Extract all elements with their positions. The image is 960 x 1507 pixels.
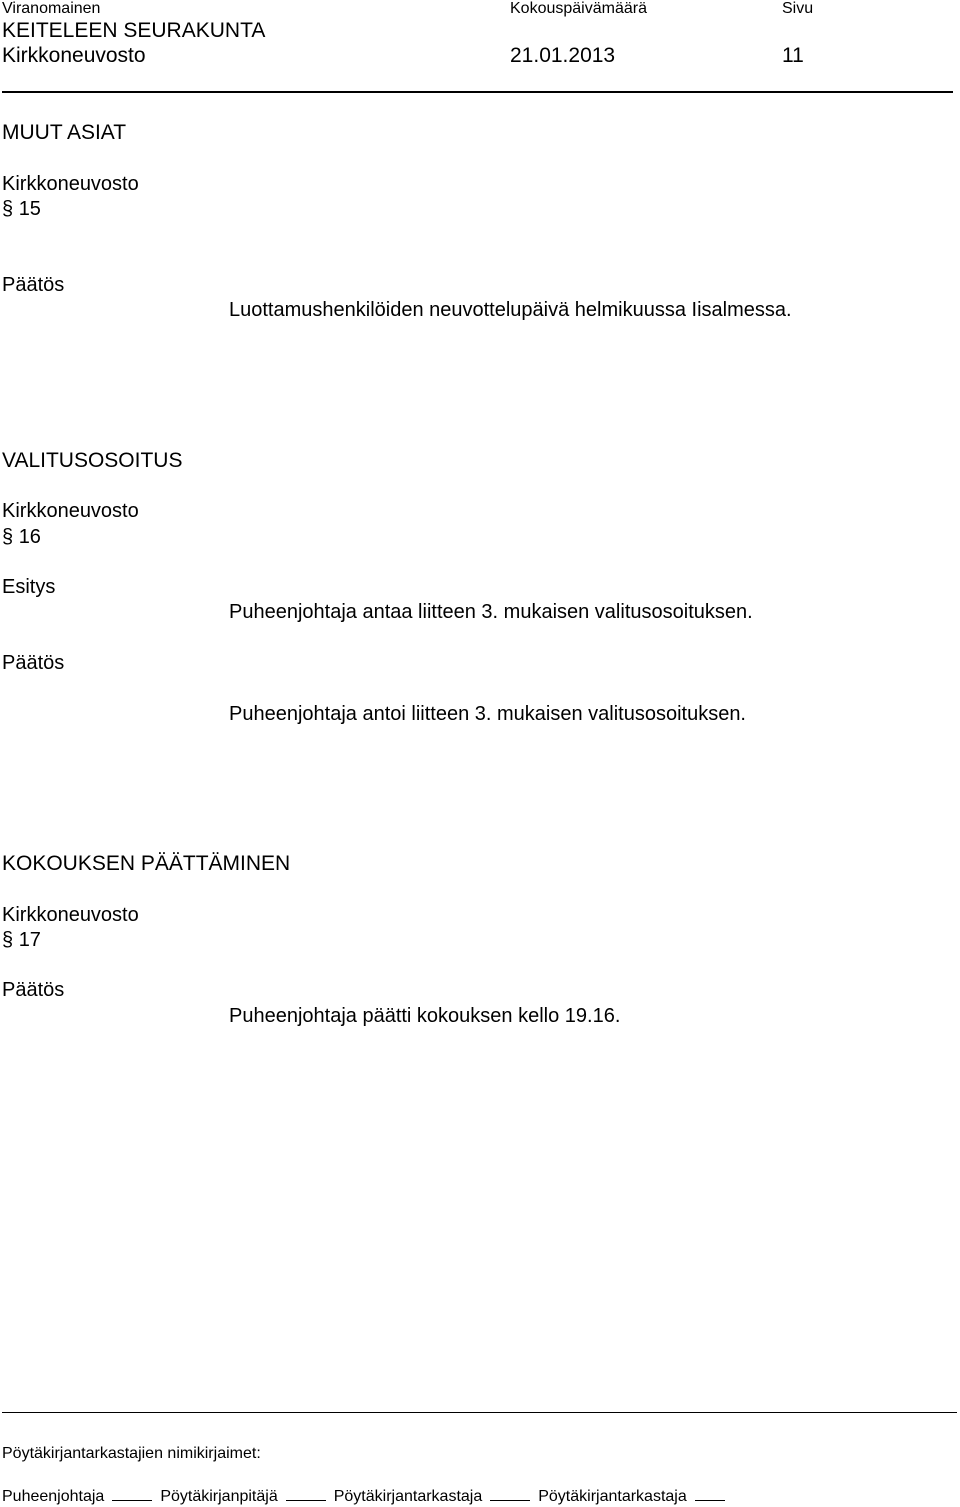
signatory-secretary: Pöytäkirjanpitäjä — [160, 1488, 278, 1505]
doc-type-label: Viranomainen — [2, 0, 101, 17]
section-title: MUUT ASIAT — [2, 121, 127, 144]
decision-label: Päätös — [2, 979, 65, 1001]
section-number-value: 17 — [18, 929, 41, 951]
signatory-examiner-2: Pöytäkirjantarkastaja — [538, 1488, 687, 1505]
paragraph-symbol: § — [2, 929, 14, 951]
section-number — [2, 526, 41, 549]
signature-line — [490, 1486, 530, 1501]
proposal-text: Puheenjohtaja antaa liitteen 3. mukaisen valitusosoituksen. — [229, 601, 753, 623]
proposal-label: Esitys — [2, 576, 56, 598]
footer-divider — [2, 1412, 957, 1413]
decision-text: Puheenjohtaja päätti kokouksen kello 19.16. — [229, 1005, 621, 1027]
section-body-name: Kirkkoneuvosto — [2, 173, 139, 195]
section-body-name: Kirkkoneuvosto — [2, 904, 139, 926]
page-label: Sivu — [782, 0, 814, 17]
signatory-examiner-1: Pöytäkirjantarkastaja — [333, 1488, 483, 1505]
section-number — [2, 198, 41, 221]
signature-line — [112, 1486, 152, 1501]
decision-text: Luottamushenkilöiden neuvottelupäivä helmikuussa Iisalmessa. — [229, 299, 792, 321]
signature-line — [695, 1486, 725, 1501]
section-title: VALITUSOSOITUS — [2, 449, 183, 472]
body-name: Kirkkoneuvosto — [2, 44, 146, 67]
page-number: 11 — [782, 44, 804, 67]
decision-label: Päätös — [2, 274, 65, 296]
section-body-name: Kirkkoneuvosto — [2, 500, 139, 522]
signature-line — [286, 1486, 326, 1501]
signature-row — [2, 1486, 733, 1506]
paragraph-symbol: § — [2, 526, 14, 548]
header-divider — [2, 91, 953, 93]
date-label: Kokouspäivämäärä — [510, 0, 647, 17]
organization-name: KEITELEEN SEURAKUNTA — [2, 19, 266, 42]
section-number — [2, 929, 41, 952]
section-number-value: 16 — [18, 526, 41, 548]
paragraph-symbol: § — [2, 198, 14, 220]
signatory-chair: Puheenjohtaja — [2, 1488, 105, 1505]
decision-label: Päätös — [2, 652, 65, 674]
initials-label: Pöytäkirjantarkastajien nimikirjaimet: — [2, 1445, 261, 1462]
section-number-value: 15 — [18, 198, 41, 220]
decision-text: Puheenjohtaja antoi liitteen 3. mukaisen valitusosoituksen. — [229, 703, 746, 725]
section-title: KOKOUKSEN PÄÄTTÄMINEN — [2, 852, 291, 875]
meeting-date: 21.01.2013 — [510, 44, 616, 67]
